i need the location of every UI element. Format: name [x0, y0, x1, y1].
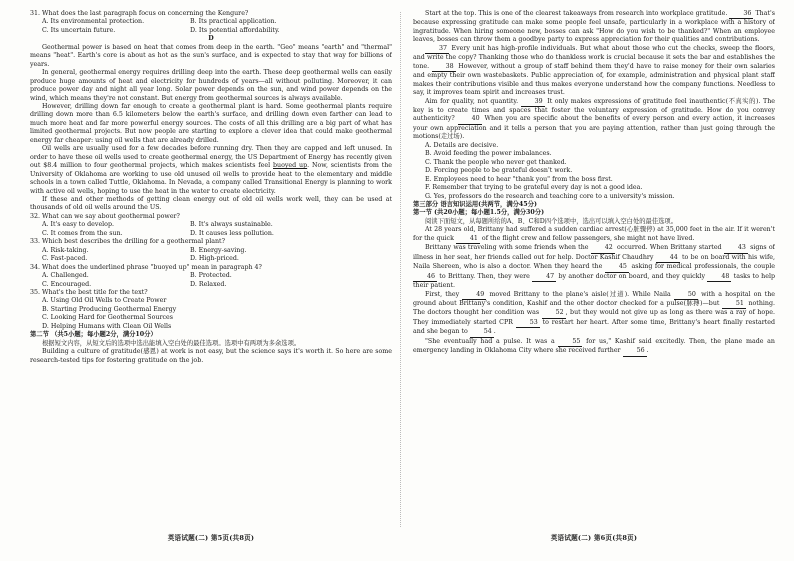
- paragraph: Brittany was traveling with some friends when the 42 occurred. When Brittany started 43 signs of illness in her seat, her friends called out for help. Doctor Kashif Chaudhry 44 to be on board with his wife, Naila Shereen, who is also a doctor. When they heard the 45 asking for medical professionals, the couple 46 to Brittany. Then, they were 47 by another doctor on board, and they quickly 48 tasks to help their patient.: [413, 244, 775, 290]
- answer-blank: 48: [707, 273, 731, 282]
- answer-blank: 44: [656, 254, 680, 263]
- option: B. Energy-saving.: [190, 246, 247, 254]
- answer-blank: 52: [542, 309, 566, 318]
- paragraph: Start at the top. This is one of the clearest takeaways from research into workplace gratitude. 36 That's because expressing gratitude can make some people feel unsafe, particularly in a workplace with a history of ingratitude. When hiring someone new, bosses can ask "How do you wish to be thanked?" When an employee leaves, bosses can throw them a goodbye party to express appreciation for their qualities and contributions.: [413, 10, 775, 44]
- paragraph: "She eventually had a pulse. It was a 55 for us," Kashif said excitedly. Then, the plane made an emergency landing in Oklahoma City where she received further 56 .: [413, 338, 775, 357]
- paragraph: At 28 years old, Brittany had suffered a sudden cardiac arrest(心脏骤停) at 35,000 feet in the air. If it weren't for the quick 41 of the flight crew and fellow passengers, she might not have lived.: [413, 226, 775, 244]
- answer-blank: 41: [456, 235, 480, 244]
- paragraph: Oil wells are usually used for a few decades before running dry. Then they are capped and left unused. In order to have these oil wells used to create geothermal energy, the US Department of Energy has recently given out $8.4 million to four geothermal projects, which makes scientists feel buoyed up. Now, scientists from the University of Oklahoma are working to use old unused oil wells to provide heat to the elementary and middle schools in a town called Tuttle, Oklahoma. In Nevada, a company called Transitional Energy is planning to work with active oil wells, hoping to use the heat in the water to create electricity.: [30, 145, 392, 195]
- option: A. Its environmental protection.: [42, 18, 145, 26]
- option: B. Starting Producing Geothermal Energy: [42, 305, 177, 313]
- option: D. High-priced.: [190, 255, 239, 263]
- answer-blank: 56: [623, 347, 647, 356]
- answer-blank: 40: [458, 115, 482, 124]
- section-heading: 第一节 (共20小题；每小题1.5分，满分30分): [413, 209, 545, 217]
- option: D. Helping Humans with Clean Oil Wells: [42, 322, 172, 330]
- answer-blank: 54: [470, 328, 494, 337]
- answer-blank: 47: [532, 273, 556, 282]
- answer-blank: 36: [729, 10, 753, 19]
- option: D. Forcing people to be grateful doesn't work.: [425, 167, 573, 175]
- paragraph: Geothermal power is based on heat that comes from deep in the earth. "Geo" means "earth" and "thermal" means "heat". Earth's core is about as hot as the sun's surface, and is expected to stay that way for billions of years.: [30, 43, 392, 68]
- option: D. Its potential affordability.: [190, 26, 280, 34]
- paragraph: If these and other methods of getting clean energy out of old oil wells work well, they can be used at thousands of old oil wells around the US.: [30, 195, 392, 212]
- option: A. Challenged.: [42, 272, 89, 280]
- answer-blank: 50: [674, 291, 698, 300]
- section-directions: 根据短文内容，从短文后的选项中选出能填入空白处的最佳选项。选项中有两项为多余选项。: [42, 339, 301, 347]
- answer-blank: 46: [413, 273, 437, 282]
- option: A. Details are decisive.: [425, 141, 499, 149]
- option: C. Fast-paced.: [42, 255, 88, 263]
- option: C. Looking Hard for Geothermal Sources: [42, 314, 173, 322]
- question-32: 32. What can we say about geothermal power?: [30, 212, 180, 220]
- option: D. It causes less pollution.: [190, 229, 274, 237]
- option: C. It comes from the sun.: [42, 229, 123, 237]
- answer-blank: 45: [605, 263, 629, 272]
- question-34: 34. What does the underlined phrase "buoyed up" mean in paragraph 4?: [30, 263, 262, 271]
- underlined-phrase: buoyed up: [273, 162, 308, 170]
- paragraph: 37 Every unit has high-profile individuals. But what about those who cut the checks, sweep the floors, and write the copy? Thanking those who do thankless work is crucial because it sets the bar and establishes the tone. 38 However, without a group of staff behind them they'd have to raise money for their own salaries and empty their own wastebaskets. Public appreciation of, for example, administration and physical plant staff makes their contributions visible and thus makes everyone understand how the company functions. Needless to say, it improves team spirit and increases trust.: [413, 44, 775, 97]
- answer-blank: 43: [724, 244, 748, 253]
- paragraph: Aim for quality, not quantity. 39 It only makes expressions of gratitude feel inauthentic(不真实的). The key is to create times and spaces that foster the voluntary expression of gratitude. How do you convey authenticity? 40 When you are specific about the benefits of every person and every action, it increases your own appreciation and it tells a person that you are paying attention, rather than just going through the motions(走过场).: [413, 97, 775, 141]
- option: B. It's always sustainable.: [190, 221, 273, 229]
- question-31: 31. What does the last paragraph focus on concerning the Kengure?: [30, 10, 249, 17]
- gap-fill-options: [413, 142, 775, 201]
- option: A. It's easy to develop.: [42, 221, 115, 229]
- option: B. Avoid feeding the power imbalances.: [425, 150, 552, 158]
- option: B. Its practical application.: [190, 18, 277, 26]
- question-33-options: [30, 247, 392, 264]
- right-page: [413, 10, 775, 525]
- answer-blank: 53: [516, 319, 540, 328]
- option: A. Using Old Oil Wells to Create Power: [42, 297, 167, 305]
- option: C. Its uncertain future.: [42, 26, 116, 34]
- paragraph: First, they 49 moved Brittany to the plane's aisle(过道). While Naila 50 with a hospital on the ground about Brittany's condition, Kashif and the other doctor checked for a pulse(脉搏)—but 51 nothing. The doctors thought her condition was 52 , but they would not give up as long as there was a ray of hope. They immediately started CPR 53 to restart her heart. After some time, Brittany's heart finally restarted and she began to 54 .: [413, 291, 775, 338]
- answer-blank: 49: [462, 291, 486, 300]
- left-page: [30, 10, 392, 525]
- page-divider: [400, 12, 401, 527]
- section-directions: 阅读下面短文，从每题所给的A、B、C和D四个选项中，选出可以填入空白处的最佳选项。: [425, 217, 678, 225]
- option: E. Employees need to hear "thank you" from the boss first.: [425, 175, 613, 183]
- question-31-options: [30, 18, 392, 35]
- option: C. Thank the people who never get thanked.: [425, 158, 567, 166]
- part-heading: 第三部分 语言知识运用(共两节，满分45分): [413, 200, 537, 208]
- paragraph: Building a culture of gratitude(感恩) at work is not easy, but the science says it's worth it. So here are some research-tested tips for fostering gratitude on the job.: [30, 348, 392, 364]
- answer-blank: 37: [425, 45, 449, 54]
- answer-blank: 51: [722, 300, 746, 309]
- option: F. Remember that trying to be grateful every day is not a good idea.: [425, 184, 643, 192]
- question-34-options: [30, 272, 392, 289]
- option: A. Risk-taking.: [42, 246, 89, 254]
- page-footer-right: 英语试题(二) 第6页(共8页): [550, 534, 638, 542]
- answer-blank: 42: [591, 244, 615, 253]
- option: G. Yes, professors do the research and teaching core to a university's mission.: [425, 192, 675, 200]
- passage-d-label: D: [208, 35, 214, 43]
- paragraph: However, drilling down far enough to create a geothermal plant is hard. Some geothermal plants require drilling down more than 6.5 kilometers below the earth's surface, and drilling down even farther can lead to much more heat and far more powerful energy sources. The costs of all this drilling are a big part of what has limited geothermal projects. But now people are starting to explore a clever idea that could make geothermal energy far cheaper: using oil wells that are already drilled.: [30, 102, 392, 144]
- answer-blank: 39: [521, 98, 545, 107]
- answer-blank: 38: [432, 63, 456, 72]
- option: B. Protected.: [190, 272, 232, 280]
- answer-blank: 55: [558, 338, 582, 347]
- question-33: 33. Which best describes the drilling for a geothermal plant?: [30, 238, 225, 246]
- section-heading: 第二节 （共5小题；每小题2分，满分10分）: [30, 331, 157, 339]
- option: D. Relaxed.: [190, 280, 227, 288]
- question-35-options: [30, 297, 392, 331]
- page-footer-left: 英语试题(二) 第5页(共8页): [167, 534, 255, 542]
- question-35: 35. What's the best title for the text?: [30, 288, 148, 296]
- paragraph: In general, geothermal energy requires drilling deep into the earth. These deep geothermal wells can easily produce huge amounts of heat and electricity for hundreds of years—all without polluting. Moreover, it can produce power day and night all year long. Solar power depends on the sun, and wind power depends on the wind, which means they're not constant. But energy from geothermal sources is always available.: [30, 69, 392, 102]
- option: C. Encouraged.: [42, 280, 92, 288]
- question-32-options: [30, 221, 392, 238]
